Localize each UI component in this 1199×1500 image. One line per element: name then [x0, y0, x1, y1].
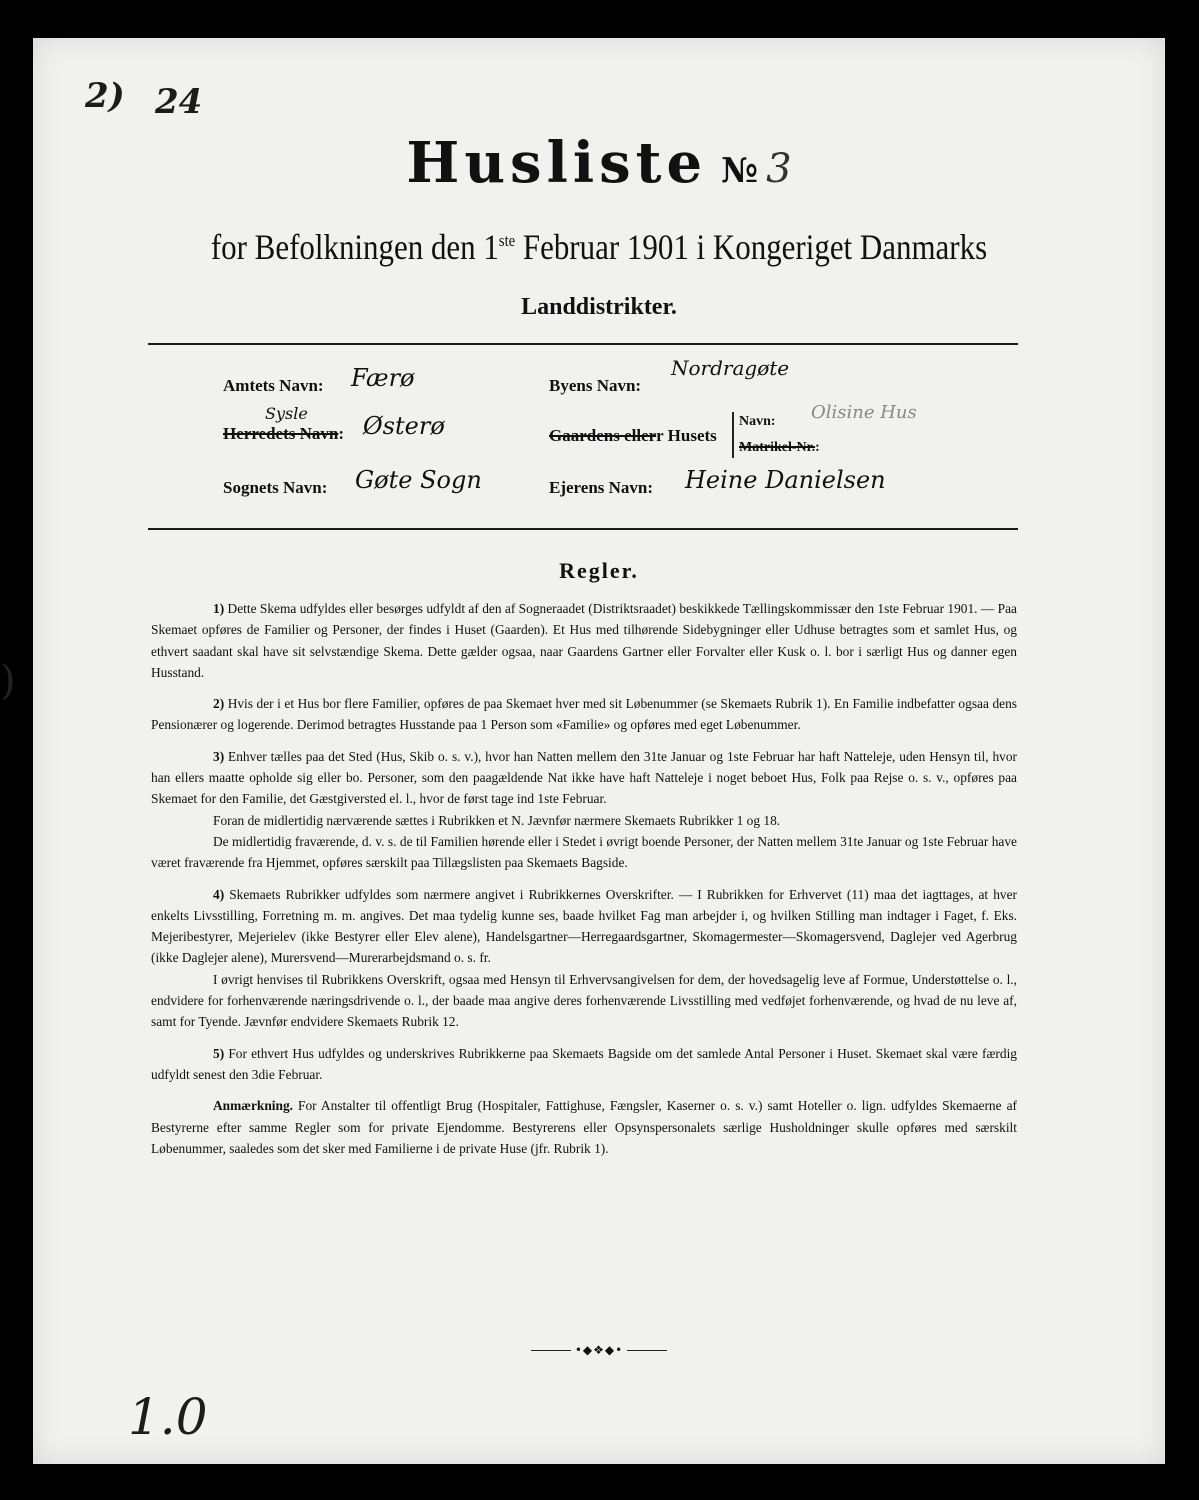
subtitle-sup: ste	[498, 231, 516, 250]
note-text: For Anstalter til offentligt Brug (Hospitaler, Fattighuse, Fængsler, Kaserner o. s. v.) samt Hoteller o. lign. udfyldes Skemaerne af Bestyrerne efter samme Regler som for private Ejendomme. Bestyrerens eller Opsynspersonalets særlige Husholdninger skulle opføres med særskilt Løbenummer, saaledes som det sker med Familierne i de private Huse (jfr. Rubrik 1).	[151, 1098, 1017, 1156]
by-label: Byens Navn:	[549, 376, 642, 395]
rule-text: Skemaets Rubrikker udfyldes som nærmere angivet i Rubrikkernes Overskrifter. — I Rubrikken for Erhvervet (11) maa det iagttages, at hver enkelts Livsstilling, Forretning m. m. angives. Det maa tydelig kunne ses, baade hvilket Fag man arbejder i, og hvilken Stilling man indtager i Faget, f. Eks. Mejeribestyrer, Mejerielev (ikke Bestyrer eller Elev alene), Handelsgartner—Herregaardsgartner, Skomagermester—Skomagersvend, Daglejer ved Agerbrug (ikke Daglejer alene), Murersvend—Murerarbejdsmand o. s. fr.	[151, 886, 1017, 966]
rule-3	[151, 746, 1017, 810]
rule-lead: 4)	[213, 886, 225, 902]
herred-value: Østerø	[363, 412, 445, 440]
corner-number-left: 2)	[85, 76, 125, 116]
page-title: Husliste	[406, 130, 708, 196]
rule-lead: 1)	[213, 601, 225, 616]
note-lead: Anmærkning.	[213, 1098, 293, 1114]
ornament	[33, 1343, 1165, 1357]
navn-value: Olisine Hus	[811, 402, 917, 423]
amt-label: Amtets Navn:	[223, 376, 324, 395]
hus-label-struck: Gaardens eller	[549, 426, 657, 445]
rule-text: I øvrigt henvises til Rubrikkens Overskrift, ogsaa med Hensyn til Erhvervsangivelsen for dem, der hovedsagelig leve af Formue, Understøttelse o. l., endvidere for forhenværende næringsdrivende o. l., der baade maa angive deres forhenværende Livsstilling med vedføjet forhenværende, og hvad de nu leve af, samt for Tyende. Jævnfør endvidere Skemaets Rubrik 12.	[151, 971, 1017, 1030]
herred-label	[223, 424, 344, 444]
sogn-value: Gøte Sogn	[355, 466, 482, 494]
rule-lead: 3)	[213, 748, 225, 764]
ornament-line-left	[531, 1350, 571, 1351]
herred-above-value: Sysle	[265, 404, 308, 423]
rule-text: Foran de midlertidig nærværende sættes i Rubrikken et N. Jævnfør nærmere Skemaets Rubrikker 1 og 18.	[213, 812, 781, 828]
rule-2	[151, 693, 1017, 736]
subtitle-after: Februar 1901 i Kongeriget Danmarks	[515, 227, 988, 267]
rule-4-cont	[151, 969, 1017, 1033]
subtitle-districts: Landdistrikter.	[521, 294, 677, 320]
matrikel-colon: :	[815, 440, 820, 455]
subtitle	[112, 226, 1086, 268]
by-value: Nordragøte	[671, 356, 790, 380]
rule-text: Hvis der i et Hus bor flere Familier, opføres de paa Skemaet hver med sit Løbenummer (se Skemaets Rubrik 1). En Familie indbefatter ogsaa dens Pensionærer og logerende. Derimod betragtes Husstande paa 1 Person som «Familie» og opføres med eget Løbenummer.	[151, 696, 1017, 733]
subtitle-before: for Befolkningen den 1	[210, 227, 499, 267]
rule-lead: 5)	[213, 1045, 225, 1061]
hus-brace	[732, 412, 734, 458]
rule-3-cont-a	[151, 810, 1017, 831]
rule-4	[151, 884, 1017, 969]
hus-label	[549, 426, 717, 446]
rule-3-cont-b	[151, 831, 1017, 874]
herred-label-colon: :	[338, 424, 345, 443]
rule-1	[151, 598, 1017, 683]
navn-label: Navn:	[739, 414, 776, 429]
ejer-value: Heine Danielsen	[685, 466, 886, 494]
matrikel-label-struck: Matrikel-Nr.	[739, 440, 816, 455]
list-number: 3	[766, 146, 792, 192]
top-rule	[148, 343, 1018, 345]
rule-lead: 2)	[213, 696, 225, 712]
note	[151, 1095, 1017, 1159]
title-row	[33, 130, 1165, 196]
herred-label-struck: Herredets Navn	[223, 424, 339, 443]
ornament-line-right	[627, 1350, 667, 1351]
rule-text: Enhver tælles paa det Sted (Hus, Skib o. s. v.), hvor han Natten mellem den 31te Januar og 1ste Februar har haft Natteleje, uden Hensyn til, hvor han ellers maatte opholde sig eller bo. Personer, som den paagældende Nat ikke have haft Natteleje i noget beboet Hus, Folk paa Rejse o. s. v., opføres paa Skemaet for den Familie, det Gæstgiversted el. l., hvor de først tage ind 1ste Februar.	[151, 748, 1017, 807]
matrikel-label	[739, 440, 820, 456]
edge-mark: )	[0, 658, 16, 704]
rule-text: De midlertidig fraværende, d. v. s. de til Familien hørende eller i Stedet i øvrigt boende Personer, der Natten mellem 31te Januar og 1ste Februar have været fraværende fra Hjemmet, opføres særskilt paa Tillægslisten paa Skemaets Bagside.	[151, 833, 1017, 871]
hus-label-rest: r Husets	[656, 426, 717, 445]
ornament-glyphs: •◆❖◆•	[574, 1343, 624, 1357]
ejer-label: Ejerens Navn:	[549, 478, 654, 497]
amt-value: Færø	[351, 364, 415, 392]
rules-heading: Regler.	[559, 558, 639, 583]
bottom-number: 1.0	[128, 1388, 208, 1446]
rule-5	[151, 1043, 1017, 1086]
rules-body	[151, 598, 1017, 1169]
rule-text: Dette Skema udfyldes eller besørges udfyldt af den af Sogneraadet (Distriktsraadet) beskikkede Tællingskommissær den 1ste Februar 1901. — Paa Skemaet opføres de Familier og Personer, der findes i Huset (Gaarden). Et Hus med tilhørende Sidebygninger eller Udhuse betragtes som et samlet Hus, og ethvert saadant skal have sit selvstændige Skema. Dette gælder ogsaa, naar Gaardens Gartner eller Forvalter eller Kusk o. l. bor i særligt Hus og danner egen Husstand.	[151, 601, 1017, 680]
corner-number-right: 24	[155, 82, 203, 122]
number-sign: №	[721, 151, 759, 191]
bottom-rule	[148, 528, 1018, 530]
sogn-label: Sognets Navn:	[223, 478, 328, 497]
rule-text: For ethvert Hus udfyldes og underskrives Rubrikkerne paa Skemaets Bagside om det samlede Antal Personer i Huset. Skemaet skal være færdig udfyldt senest den 3die Februar.	[151, 1045, 1017, 1082]
document-sheet	[33, 38, 1165, 1464]
